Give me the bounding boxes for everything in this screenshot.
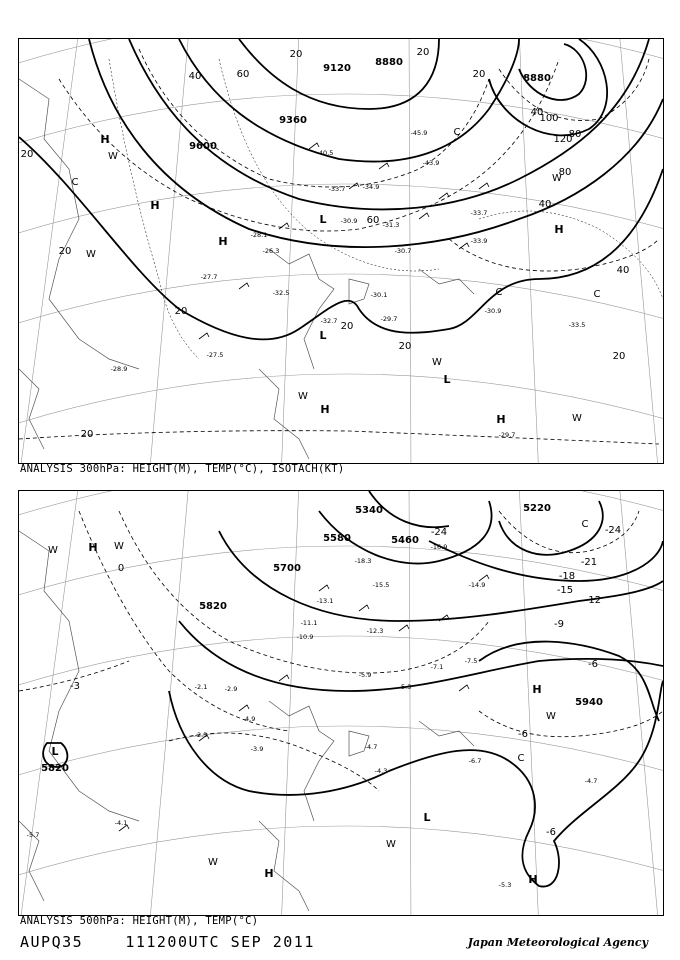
low-pressure-center: L bbox=[319, 329, 327, 342]
coastlines bbox=[19, 79, 474, 459]
warm-mark: W bbox=[546, 711, 556, 722]
valid-time: 111200UTC SEP 2011 bbox=[125, 933, 315, 951]
height-label: 5340 bbox=[355, 505, 383, 516]
graticule bbox=[19, 39, 663, 463]
isotach-label: 20 bbox=[398, 341, 412, 352]
high-pressure-center: H bbox=[100, 133, 110, 146]
isotach-label: 20 bbox=[612, 351, 626, 362]
isotach-label: 40 bbox=[616, 265, 630, 276]
longitude-line bbox=[519, 39, 539, 463]
isotach-label: 20 bbox=[174, 306, 188, 317]
temperature-label: -28.9 bbox=[110, 365, 128, 373]
isotherm-label: -24 bbox=[430, 527, 448, 538]
wind-barb bbox=[319, 585, 329, 591]
warm-mark: W bbox=[298, 391, 308, 402]
wind-barb bbox=[459, 685, 469, 691]
isotherm-label: -6 bbox=[588, 659, 598, 670]
temperature-labels bbox=[27, 543, 598, 889]
isotach-label: 100 bbox=[539, 113, 559, 124]
isotach-label: 20 bbox=[416, 47, 430, 58]
low-pressure-center: L bbox=[443, 373, 451, 386]
coastline bbox=[259, 369, 309, 459]
temperature-label: -12.3 bbox=[366, 627, 384, 635]
temperature-label: -4.9 bbox=[242, 715, 256, 723]
warm-cold-marks bbox=[72, 127, 601, 424]
height-contours bbox=[43, 491, 663, 887]
pressure-centers bbox=[51, 541, 541, 886]
isotherm-label: -15 bbox=[556, 585, 574, 596]
temperature-label: -5.7 bbox=[26, 831, 40, 839]
caption-500hpa: ANALYSIS 500hPa: HEIGHT(M), TEMP(°C) bbox=[20, 915, 259, 927]
wind-barb bbox=[399, 625, 409, 631]
longitude-line bbox=[149, 39, 189, 463]
high-pressure-center: H bbox=[554, 223, 564, 236]
isotach-label: 40 bbox=[538, 199, 552, 210]
cold-mark: C bbox=[495, 287, 503, 298]
cold-mark: C bbox=[517, 753, 525, 764]
isotherm-label: -21 bbox=[580, 557, 598, 568]
isotach-label: 20 bbox=[20, 149, 34, 160]
high-pressure-center: H bbox=[264, 867, 274, 880]
isotach-labels bbox=[21, 47, 630, 440]
height-label: 9120 bbox=[323, 63, 351, 74]
temperature-label: -6.7 bbox=[468, 757, 482, 765]
chart-panel-300hpa bbox=[18, 38, 664, 464]
temperature-label: -4.1 bbox=[114, 819, 128, 827]
coastline bbox=[269, 701, 334, 821]
wind-barb bbox=[239, 283, 249, 289]
product-header bbox=[20, 933, 315, 951]
isotherm-line bbox=[169, 733, 379, 791]
coastline bbox=[259, 821, 309, 911]
graticule bbox=[19, 491, 663, 915]
temperature-label: -45.9 bbox=[410, 129, 428, 137]
height-contour bbox=[179, 621, 663, 691]
latitude-line bbox=[19, 826, 663, 881]
warm-mark: W bbox=[552, 173, 562, 184]
temperature-label: -34.9 bbox=[362, 183, 380, 191]
isotherm-label: -12 bbox=[584, 595, 602, 606]
latitude-line bbox=[19, 636, 663, 691]
isotach-label: 40 bbox=[188, 71, 202, 82]
coastline bbox=[419, 269, 474, 294]
height-contour bbox=[429, 541, 663, 581]
warm-mark: W bbox=[48, 545, 58, 556]
isotach-label: 60 bbox=[236, 69, 250, 80]
temperature-label: -31.3 bbox=[382, 221, 400, 229]
high-pressure-center: H bbox=[218, 235, 228, 248]
temperature-label: -30.7 bbox=[394, 247, 412, 255]
temperature-label: -33.9 bbox=[470, 237, 488, 245]
temperature-label: -7.5 bbox=[464, 657, 478, 665]
temperature-label: -30.9 bbox=[340, 217, 358, 225]
temperature-label: -5.9 bbox=[358, 671, 372, 679]
isotach-label: 20 bbox=[472, 69, 486, 80]
wind-barb bbox=[419, 213, 429, 219]
isotherm-line bbox=[79, 511, 289, 731]
isotach-label: 40 bbox=[530, 107, 544, 118]
temperature-label: -13.1 bbox=[316, 597, 334, 605]
high-pressure-center: H bbox=[88, 541, 98, 554]
map-500hpa bbox=[19, 491, 663, 915]
temperature-label: -14.9 bbox=[468, 581, 486, 589]
warm-mark: W bbox=[208, 857, 218, 868]
isotherm-labels bbox=[70, 525, 621, 838]
temperature-label: -15.5 bbox=[372, 581, 390, 589]
temperature-label: -28.1 bbox=[250, 231, 268, 239]
isotherm-label: -24 bbox=[604, 525, 622, 536]
caption-300hpa: ANALYSIS 300hPa: HEIGHT(M), TEMP(°C), ISOTACH(KT) bbox=[20, 463, 345, 475]
cold-mark: C bbox=[593, 289, 601, 300]
temperature-label: -2.1 bbox=[194, 683, 208, 691]
temperature-label: -2.9 bbox=[224, 685, 238, 693]
wind-barb bbox=[459, 243, 469, 249]
temperature-label: -33.5 bbox=[568, 321, 586, 329]
isotherm-label: -6 bbox=[518, 729, 528, 740]
warm-mark: W bbox=[572, 413, 582, 424]
isotherm-label: 0 bbox=[117, 563, 125, 574]
isotach-label: 120 bbox=[553, 134, 573, 145]
low-pressure-center: L bbox=[423, 811, 431, 824]
coastline bbox=[19, 531, 139, 821]
temperature-label: -32.7 bbox=[320, 317, 338, 325]
height-contour bbox=[519, 44, 586, 100]
temperature-label: -4.3 bbox=[374, 767, 388, 775]
temperature-label: -4.7 bbox=[364, 743, 378, 751]
low-pressure-center: L bbox=[319, 213, 327, 226]
height-label: 5580 bbox=[323, 533, 351, 544]
cold-mark: C bbox=[453, 127, 461, 138]
product-code: AUPQ35 bbox=[20, 933, 84, 951]
wind-barbs bbox=[199, 143, 489, 339]
isotach-label: 20 bbox=[80, 429, 94, 440]
latitude-line bbox=[19, 374, 663, 429]
cold-mark: C bbox=[71, 177, 79, 188]
isotach-label: 60 bbox=[366, 215, 380, 226]
isotach-line bbox=[19, 431, 659, 444]
high-pressure-center: H bbox=[320, 403, 330, 416]
temperature-label: -33.7 bbox=[328, 185, 346, 193]
height-label: 9360 bbox=[279, 115, 307, 126]
warm-mark: W bbox=[386, 839, 396, 850]
height-label: 5700 bbox=[273, 563, 301, 574]
temperature-label: -26.3 bbox=[262, 247, 280, 255]
map-300hpa bbox=[19, 39, 663, 463]
temperature-label: -5.3 bbox=[498, 881, 512, 889]
high-pressure-center: H bbox=[496, 413, 506, 426]
wind-barb bbox=[379, 163, 389, 169]
coastline bbox=[269, 249, 334, 369]
isotherm-label: -18 bbox=[558, 571, 576, 582]
high-pressure-center: H bbox=[532, 683, 542, 696]
warm-mark: W bbox=[432, 357, 442, 368]
longitude-line bbox=[409, 491, 411, 915]
isotherms bbox=[19, 511, 663, 791]
coastline bbox=[419, 721, 474, 746]
low-pressure-center: L bbox=[51, 745, 59, 758]
longitude-line bbox=[281, 39, 299, 463]
height-label: 8880 bbox=[523, 73, 551, 84]
height-label: 5820 bbox=[41, 763, 69, 774]
temperature-label: -30.1 bbox=[370, 291, 388, 299]
longitude-line bbox=[616, 39, 659, 463]
isotach-label: 80 bbox=[568, 129, 582, 140]
temperature-label: -27.7 bbox=[200, 273, 218, 281]
warm-mark: W bbox=[86, 249, 96, 260]
temperature-label: -43.9 bbox=[422, 159, 440, 167]
wind-barb bbox=[279, 675, 289, 681]
wind-barbs bbox=[119, 575, 489, 831]
height-label: 5460 bbox=[391, 535, 419, 546]
isotach-line bbox=[59, 59, 559, 231]
temperature-label: -30.9 bbox=[484, 307, 502, 315]
wind-barb bbox=[439, 193, 449, 199]
agency-credit: Japan Meteorological Agency bbox=[467, 936, 648, 949]
temperature-label: -10.9 bbox=[296, 633, 314, 641]
isotach-label: 20 bbox=[340, 321, 354, 332]
temperature-label: -32.5 bbox=[272, 289, 290, 297]
height-label: 9600 bbox=[189, 141, 217, 152]
cold-mark: C bbox=[581, 519, 589, 530]
temperature-label: -7.1 bbox=[430, 663, 444, 671]
wind-barb bbox=[199, 333, 209, 339]
height-label: 5220 bbox=[523, 503, 551, 514]
temperature-label: -33.7 bbox=[470, 209, 488, 217]
temperature-label: -18.3 bbox=[354, 557, 372, 565]
coastline bbox=[19, 79, 139, 369]
isotherm-line bbox=[479, 711, 663, 737]
warm-mark: W bbox=[114, 541, 124, 552]
temperature-label: -3.9 bbox=[250, 745, 264, 753]
chart-panel-500hpa bbox=[18, 490, 664, 916]
coastline bbox=[349, 279, 369, 304]
height-label: 5820 bbox=[199, 601, 227, 612]
temperature-label: -11.1 bbox=[300, 619, 318, 627]
isotherm-label: -3 bbox=[70, 681, 80, 692]
temperature-label: -4.7 bbox=[584, 777, 598, 785]
isotach-label: 80 bbox=[558, 167, 572, 178]
high-pressure-center: H bbox=[528, 873, 538, 886]
temperature-label: -5.3 bbox=[398, 683, 412, 691]
warm-mark: W bbox=[108, 151, 118, 162]
isotherm-label: -6 bbox=[546, 827, 556, 838]
isotherm-label: -9 bbox=[554, 619, 564, 630]
temperature-label: -29.7 bbox=[380, 315, 398, 323]
wind-barb bbox=[479, 183, 489, 189]
temperature-label: -2.3 bbox=[194, 731, 208, 739]
isotach-label: 20 bbox=[58, 246, 72, 257]
temperature-label: -29.7 bbox=[498, 431, 516, 439]
high-pressure-center: H bbox=[150, 199, 160, 212]
height-contour bbox=[479, 642, 659, 721]
isotach-label: 20 bbox=[289, 49, 303, 60]
height-label: 5940 bbox=[575, 697, 603, 708]
latitude-line bbox=[19, 726, 663, 781]
coastline bbox=[19, 369, 44, 449]
latitude-line bbox=[19, 491, 663, 521]
temperature-label: -40.5 bbox=[316, 149, 334, 157]
longitude-line bbox=[149, 491, 189, 915]
temperature-label: -27.5 bbox=[206, 351, 224, 359]
longitude-line bbox=[281, 491, 299, 915]
wind-barb bbox=[359, 605, 369, 611]
height-label: 8880 bbox=[375, 57, 403, 68]
isotherm-line bbox=[219, 59, 439, 271]
temperature-label: -16.9 bbox=[430, 543, 448, 551]
wind-barb bbox=[239, 705, 249, 711]
